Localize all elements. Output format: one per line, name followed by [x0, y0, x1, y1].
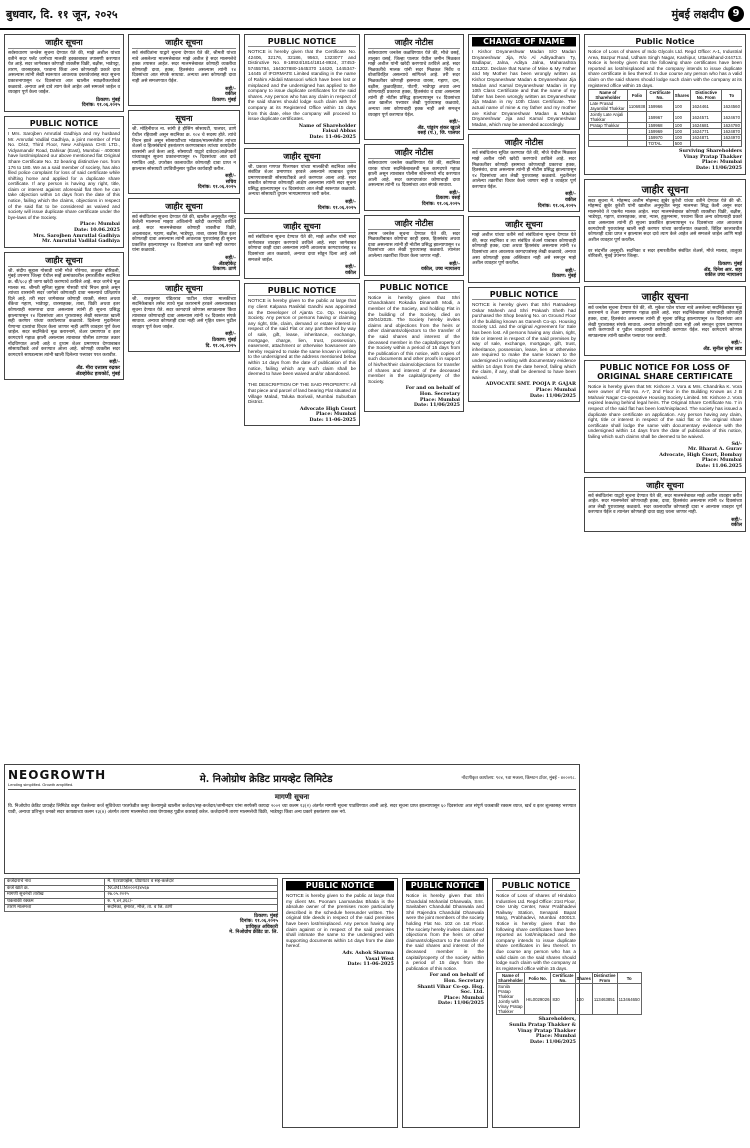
- table-cell: 159966: [647, 101, 674, 112]
- notice-col3-2: [244, 218, 360, 279]
- notice-sign: सही/- वकील: [345, 264, 356, 276]
- notice-title: PUBLIC NOTICE: [248, 37, 356, 47]
- notice-title: जाहीर सूचना: [132, 283, 236, 295]
- table-cell: [691, 141, 722, 147]
- notice-col1-2: [4, 252, 124, 380]
- table-header-cell: To: [617, 973, 641, 984]
- table-cell: [627, 112, 646, 123]
- table-cell: 830: [551, 984, 575, 1015]
- table-cell: 100: [673, 123, 690, 129]
- notice-body: श्री. मोहिनीराज ना. सांगी हे हौसिंग सोसायटी, पालघर, ठाणे येथील रहिवासी असून सदनिका क्र. १०४ चे सदस्य होते. त्यांचे निधन झाले असून सोसायटीच्या भांडवल/मालमत्तेतील त्यांच्या शेअर्स व हितसंबंधाचे हस्तांतरण करण्याबाबत त्यांच्या कायदेशीर वारसांनी अर्ज केला आहे. सोसायटी याद्वारे दावेदार/आक्षेपकर्ते यांच्याकडून सूचना प्रकाशनापासून १५ दिवसांच्या आत दावे मागवित आहे. उपरोक्त कालावधीत कोणताही दावा प्राप्त न झाल्यास सोसायटी उपविधीनुसार पुढील कार्यवाही करील.: [132, 127, 236, 172]
- table-cell: TOTAL: [647, 141, 674, 147]
- table-cell: मे. एंटरप्रायझेस, प्रोप्रायटर व सह-कर्जदार: [105, 879, 278, 886]
- notice-title: जाहीर सूचना: [8, 255, 120, 267]
- page-number: 9: [728, 6, 744, 22]
- notice-title: जाहीर नोटीस: [368, 37, 460, 49]
- table-row: [589, 112, 742, 123]
- table-cell: कर्ज खाते क्र.: [5, 885, 105, 892]
- column-3: [244, 34, 360, 760]
- notice-body: सर्व संबंधितांना सूचित करण्यात येते की, मौजे येथील मिळकत माझे अशील यांनी खरेदी करण्याचे ठरविले आहे. सदर मिळकतीवर कोणाही इसमाचा कोणत्याही प्रकारचा हक्क, हितसंबंध, दावा असल्यास त्यांनी ही नोटीस प्रसिद्ध झाल्यापासून १४ दिवसांच्या आत लेखी पुराव्यासह कळवावे. मुदतीनंतर आलेल्या तक्रारींचा विचार केला जाणार नाही व व्यवहार पूर्ण करण्यात येईल.: [472, 151, 576, 190]
- table-cell: Jointly Late Anjali Thakkar: [589, 112, 628, 123]
- column-5: [468, 34, 580, 760]
- table-cell: 100: [673, 112, 690, 123]
- table-cell: 100: [673, 101, 690, 112]
- table-header-row: [589, 90, 742, 101]
- notice-sign: ठिकाण: मुंबई ॲड. दिनेश आर. शहा वकील उच्च न्यायालय: [703, 261, 742, 279]
- table-cell: 500: [673, 141, 690, 147]
- column-1: [4, 34, 124, 760]
- table-cell: 159967: [647, 112, 674, 123]
- neogrowth-demand-notice: [4, 764, 580, 874]
- notice-col4-0: [364, 34, 464, 140]
- table-header-cell: Shares: [575, 973, 592, 984]
- table-cell: 1624970: [723, 135, 740, 141]
- notice-body: सर्व जनतेस सूचना देण्यात येते की, श्री. मुकेश पटेल यांच्या नावे असलेल्या सदनिकेबाबत मूळ करारनामे व शेअर प्रमाणपत्र गहाळ झाले आहे. सदर सदनिकेबाबत कोणाचाही कोणताही हक्क, दावा, हितसंबंध असल्यास त्यांनी ही सूचना प्रसिद्ध झाल्यापासून १४ दिवसांच्या आत लेखी पुराव्यासह संपर्क साधावा. अन्यथा कोणताही दावा नाही असे समजून दुय्यम प्रमाणपत्र जारी करण्याची व पुढील व्यवहाराची कार्यवाही करण्यात येईल. सदर कागदपत्रे कोणास सापडल्यास त्यांनी खालील पत्त्यावर परत करावी.: [588, 305, 742, 339]
- table-cell: 1624871: [691, 135, 722, 141]
- public-notice-hindalco: PUBLIC NOTICE Notice of Loss of shares of Hindalco Industries Ltd. Regd Office: 21st Floor, One Unity Center, Near Prabhadevi Railway Station, Senapati Bapat Marg, Prabhadevi, Mumbai 400013. Notice is hereby given that the following share certificates have been reported as lost/misplaced and the company intends to issue duplicate share certificates in lieu thereof. In due course any person who has a valid claim on the said shares should lodge such claim with the company at its registered office within 15 days. Name of Shareholder Folio No. Certificate No. Shares Distinctive From To Sunila Pratap Thakkar Jointly with Vinay Pratap Thakker HIL0029026 830 100 113463851 113464650 Shareholders, Sunila Pratap Thakker & Vinay Pratap Thakker Place: Mumbai Date: 11/06/2025: [492, 878, 580, 1128]
- column-2: [128, 34, 240, 760]
- table-cell: [722, 141, 742, 147]
- notice-title: PUBLIC NOTICE: [368, 283, 460, 293]
- header-section: मुंबई लक्षदीप: [671, 7, 724, 21]
- notice-col2-2: [128, 198, 240, 276]
- demand-sign: ठिकाण: मुंबई दिनांक: ११.०६.२०२५ प्राधिकृत अधिकारी मे. निओग्रोथ क्रेडिट प्रा. लि.: [229, 912, 278, 936]
- public-notice-poonam: PUBLIC NOTICE NOTICE is hereby given to the public at large that my client Ms. Poonam Laxmandas Bhatia is the absolute owner of the premises more particularly described in the schedule hereunder written. The original title deeds in respect of the said premises have been lost/misplaced. Any person having any claim against or in respect of the said premises shall intimate the same to the undersigned with supporting documents within 14 days from the date hereof. Adv. Ashok Sharma Vasai West Date: 11-06-2025: [282, 878, 398, 1128]
- notice-col4-2: [364, 215, 464, 276]
- table-cell: Late Prasad Jayantilal Thakkar: [589, 101, 628, 112]
- notice-body: सर्व संबंधितांना याद्वारे सूचना देण्यात येते की, सदर मालमत्तेबाबत माझे अशील व्यवहार करीत आहेत. सदर मालमत्तेवर कोणाचाही हक्क, दावा, हितसंबंध असल्यास त्यांनी १४ दिवसांच्या आत लेखी पुराव्यासह कळवावे. सदर कालावधीत कोणताही दावा न आल्यास व्यवहार पूर्ण करण्यात येईल व त्यानंतर कोणताही दावा ग्राह्य धरला जाणार नाही.: [588, 493, 742, 516]
- table-cell: [589, 141, 628, 147]
- table-cell: 1624681: [691, 123, 722, 129]
- notice-sign: Sd/- Mr. Bharat A. Gurav Advocate, High Court, Bombay Place: Mumbai Date: 11.06.2025: [659, 440, 742, 469]
- notice-title: PUBLIC NOTICE FOR LOSS OF ORIGINAL SHARE CERTIFICATE: [588, 363, 742, 382]
- table-header-row: [497, 973, 642, 984]
- header-date: बुधवार, दि. ११ जून, २०२५: [6, 7, 118, 21]
- table-cell: 1624780: [723, 123, 740, 129]
- notice-body: NOTICE is hereby given to the public at large that my client Kalpana Rasiklal Gandhi was appointed as the Developer of Ajanta Co. Op. Housing Society. Any person or persons having or claiming any right, title, claim, demand or estate interest in respect of the said Flat or any part thereof by way of sale, gift, lease, inheritance, exchange, mortgage, charge, lien, trust, possession, easement, attachment or otherwise howsoever are hereby required to make the same known in writing to the undersigned at the address mentioned below within 14 days from the date of publication of this notice, failing which any such claim shall be deemed to have been waived and/or abandoned. THE DESCRIPTION OF THE SAID PROPERTY: All that piece and parcel of land bearing Flat situated at Village Malad, Taluka Borivali, Mumbai Suburban District.: [248, 298, 356, 405]
- notice-sign: सही/- ॲड. पांडुरंग शंकर खुटले वसई (प.), जि. पालघर: [417, 119, 460, 137]
- table-cell: 113463851: [592, 984, 617, 1015]
- neogrowth-logo: NEOGROWTH: [8, 768, 107, 782]
- demand-details: [4, 878, 278, 936]
- table-header-cell: Distinctive From: [593, 973, 616, 984]
- table-header-cell: Name of Shareholder: [589, 90, 628, 101]
- notice-title: PUBLIC NOTICE: [8, 119, 120, 129]
- table-cell: 159969: [647, 129, 674, 135]
- table-header-cell: Distinctive No. From: [691, 90, 722, 101]
- notice-sign: For and on behalf of Hon. Secretary Place: Mumbai Date: 11/06/2025: [405, 385, 460, 409]
- notice-sign: सही/- ॲड. सुनील सुरेश लाड: [703, 340, 742, 352]
- table-cell: रु. ९,४२,३६८/-: [105, 898, 278, 905]
- notice-sign: Name of Shareholder Faisal Abbas Date: 11-06-2025: [298, 122, 356, 140]
- notice-body: I Mrs. Sarojben Amrutlal Gadhiya and my husband Mr. Amrutlal Vadilal Gadhiya, a joint member of Flat No. D/42, Third Floor, New Ashiyana CHS LTD., Vidyamandir Road, Dahisar (East), Mumbai - 400068 have lost/misplaced our above mentioned flat Original Share Certificate No. 32 bearing distinctive nos. from 176 to 180. We as a said member of society, has also filed police complaint for loss of said certificate while shifting home and applied for a duplicate share certificate. If any person is having any right, title, claim or interest against aforesaid flat then he can take objection within 14 days from the date of this notice, failing which the claims, objections in respect of the said flat to be considered as waived and society will issue duplicate share certificate under the bye-laws of the Society.: [8, 130, 120, 220]
- table-cell: 1624571: [691, 112, 722, 123]
- notice-sign: सही/- ठिकाण: वसई दिनांक: ११.०६.२०२५: [421, 189, 460, 208]
- neogrowth-tagline: Lending simplified. Growth amplified.: [8, 782, 74, 787]
- notice-title: जाहीर नोटीस: [472, 137, 576, 149]
- notice-body: सर्व संबंधितांना सूचना देण्यात येते की, माझे अशील यांनी सदर जागेबाबत व्यवहार करण्याचे ठरविले आहे. सदर जागेबाबत कोणाचा काही दावा असल्यास त्यांनी आवश्यक कागदपत्रांसह १४ दिवसांच्या आत कळवावे, अन्यथा दावा सोडून दिला आहे असे समजले जाईल.: [248, 235, 356, 263]
- table-row: [5, 905, 278, 912]
- notice-col5-2: [468, 216, 580, 283]
- notice-title: PUBLIC NOTICE: [472, 290, 576, 300]
- notice-body: NOTICE is hereby given that the Certificate No. 42406, 32176, 32186, 9563, 1323077 and Distinctive No. 8-18924/1814/1814-8924, 37453-57455784, 164307880-1645370 14420, 1445347-14445 of IFORMATE Limited standing in the name of Rahim Abidali Mansoori which have been lost or misplaced and the undersigned has applied to the company to issue duplicate certificates for the said shares. Any person who has any claim in respect of the said shares should lodge such claim with the company at its Registered Office within 15 days from this date, else the company will proceed to issue duplicate certificates.: [248, 49, 356, 122]
- hindalco-share-table: [496, 972, 642, 1015]
- notice-title: जाहीर सूचना: [248, 221, 356, 233]
- neogrowth-title: मागणी सूचना: [274, 792, 310, 801]
- notice-title: जाहीर सूचना: [8, 37, 120, 49]
- notice-col3-3: [244, 283, 360, 426]
- table-header-cell: Folio No.: [525, 973, 551, 984]
- table-cell: सदनिका, इमारत, मौजे, ता. व जि. ठाणे: [105, 905, 278, 912]
- notice-sign: सही/- वकील दिनांक: ११.०६.२०२५: [537, 191, 576, 209]
- table-header-cell: Certificate No.: [552, 973, 574, 984]
- neogrowth-body: वि. निओग्रोथ क्रेडिट प्रायव्हेट लिमिटेड कडून घेतलेल्या कर्ज सुविधेच्या परतफेडीत कसूर केल्यामुळे खालील कर्जदार/सह-कर्जदार/जामीनदार यांना सरफेसी कायदा २००२ च्या कलम १३(२) अंतर्गत मागणी सूचना पाठविण्यात आली आहे. सदर सूचना प्राप्त झाल्यापासून ६० दिवसांच्या आत संपूर्ण थकबाकी रक्कम व्याज, खर्च व इतर शुल्कासह भरण्यात यावी, अन्यथा प्रतिभूत धनको सदर कायद्याच्या कलम १३(४) अंतर्गत तारण मालमत्तेचा ताबा घेण्यासह पुढील कारवाई करेल. कर्जदारांनी तारण मालमत्तेची विक्री, भाडेपट्टा किंवा अन्य प्रकारे हस्तांतरण करू नये.: [8, 804, 576, 815]
- table-cell: २७.०५.२०२५: [105, 892, 278, 899]
- notice-col6-0: [584, 34, 746, 175]
- notice-body: I Kishor Dnyaneshwar Madan S/O Madan Dnyaneshwar Jija, R/o Al Adityadham Ty, Badlapur, Jalna, Aditya Jalna, Maharashtra 431202. Declare that Name of Mine & My Father and My Mother has been wrongly written as Kishor Dnyaneshwar Madan & Dnyaneshwar Jija Madan and Kamal Dnyaneshwar Madan in my 10th Class Certificate and that the name of my father has been wrongly written as Dnyaneshwar Jija Madan in my 10th Class Certificate. The actual name of mine & my father and my mother are Kishor Dnyaneshwar Madan & Madan Dnyaneshwar Jija and Kamal Dnyaneshwar Madan, which may be amended accordingly.: [472, 49, 576, 127]
- table-cell: 100: [673, 135, 690, 141]
- table-header-cell: To: [722, 90, 742, 101]
- notice-title: Public Notice: [588, 37, 742, 47]
- page-header: [0, 0, 750, 30]
- notice-body: सर्व संबंधितांना सूचना देण्यात येते की, खालील अनुसूचीत नमूद केलेली मालमत्ता माझ्या अशिलांनी खरेदी करण्याचे ठरविले आहे. सदर मालमत्तेबाबत कोणाही व्यक्तीचा विक्री, अदलाबदल, गहाण, बक्षीस, भाडेपट्टा, ताबा, वारसा किंवा इतर कोणताही दावा असल्यास त्यांनी आवश्यक पुराव्यांसह ही सूचना प्रकाशित झाल्यापासून १४ दिवसांच्या आत खाली सही करणार यांना कळवावे.: [132, 214, 236, 254]
- notice-sign: सही/- वकील: [731, 516, 742, 529]
- notice-body: श्री. संदीप सुहास गोसावी यांनी मौजे गोरेगाव, तालुका बोरिवली, मुंबई उपनगर जिल्हा येथील सर्व्हे क्रमांकावरील इमारतीतील सदनिका क्र. बी/६०३ ही जागा खरेदी करण्याचे ठरविले आहे. सदर जागेचे मूळ मालक स्व. श्रीमती सुनिता सुहास गोसावी यांचे निधन झाले असून त्यांच्या वारसांनी सदर जागेवर कोणताही दावा नसल्याचे प्रतिज्ञापत्र दिले आहे. तरी सदर जागेबाबत कोणाही व्यक्ती, संस्था अथवा बँकेचा गहाण, भाडेपट्टा, वारसाहक्क, ताबा, विक्री अथवा इतर कोणत्याही स्वरुपाचा दावा असल्यास त्यांनी ही सूचना प्रसिद्ध झाल्यापासून १४ दिवसांच्या आत पुराव्यासह लेखी स्वरूपात खाली सही करणार यांच्या कार्यालयात कळवावे. दिलेल्या मुदतीनंतर येणाऱ्या दाव्यांचा विचार केला जाणार नाही आणि व्यवहार पूर्ण केला जाईल. सदर सदनिकेचे मूळ करारनामे, शेअर प्रमाणपत्र व इतर कागदपत्रे गहाळ झाली असल्यास त्याबाबत पोलीस ठाण्यात तक्रार नोंदविण्यात आली आहे व दुय्यम शेअर प्रमाणपत्र देण्याबाबत सोसायटीकडे अर्ज करण्यात आला आहे. कोणाही व्यक्तीस सदर कागदपत्रे सापडल्यास त्यांनी खाली दिलेल्या पत्त्यावर परत करावीत.: [8, 268, 120, 358]
- share-table: [588, 89, 742, 147]
- notice-col5-0: [468, 34, 580, 130]
- table-row: [589, 141, 742, 147]
- table-cell: HIL0029026: [525, 984, 551, 1015]
- notice-sign: सही/- वकील ठिकाण: मुंबई: [212, 85, 236, 103]
- notice-sign: Place: Mumbai Date: 10.06.2025 Mrs. Sarojben Amrutlal Gadhiya Mr. Amrutlal Vadilal Gadhiya: [33, 221, 120, 245]
- table-cell: मागणी सूचनेची तारीख: [5, 892, 105, 899]
- notice-title: जाहीर सूचना: [588, 182, 742, 197]
- neogrowth-company: मे. निओग्रोथ क्रेडिट प्रायव्हेट लिमिटेड: [199, 773, 333, 785]
- notice-title: CHANGE OF NAME: [472, 37, 576, 47]
- table-cell: NGMUM०००२३४५६७: [105, 885, 278, 892]
- table-cell: [627, 141, 646, 147]
- notice-body: तमाम जनतेस सूचना देण्यात येते की, सदर मिळकतीबाबत कोणाचा काही हक्क, हितसंबंध अथवा दावा असल्यास त्यांनी ही नोटीस प्रसिद्ध झाल्यापासून १४ दिवसांच्या आत लेखी पुराव्यासह कळवावे. त्यानंतर आलेल्या तक्रारींचा विचार केला जाणार नाही.: [368, 231, 460, 260]
- table-header-cell: Name of Shareholder: [498, 973, 524, 984]
- notice-body: सर्व संबंधितांना याद्वारे सूचना देण्यात येते की, श्रीमती यांच्या नावे असलेल्या मालमत्तेबाबत माझे अशील हे सदर मालमत्तेचे हक्क तपासत आहेत. सदर मालमत्तेबाबत कोणाही व्यक्तीचा कोणताही दावा, हक्क, हितसंबंध असल्यास त्यांनी १४ दिवसांच्या आत संपर्क साधावा. अन्यथा असा कोणताही दावा नाही असे समजण्यात येईल.: [132, 51, 236, 84]
- notice-sign: सही/- ठिकाण: मुंबई: [552, 267, 576, 280]
- table-cell: कर्जदाराचे नाव: [5, 879, 105, 886]
- notice-title: जाहीर सूचना: [588, 289, 742, 304]
- column-4: [364, 34, 464, 760]
- notice-col5-3: [468, 287, 580, 402]
- notice-title: जाहीर नोटीस: [368, 147, 460, 159]
- notice-sign: सही/- ॲड. मीरा दत्तात्रय रुद्रकर ॲडव्होकेट हायकोर्ट, मुंबई: [75, 359, 120, 377]
- demand-table: [4, 878, 278, 912]
- notice-sign: Surviving Shareholders Vinay Pratap Thakker Place: Mumbai Date: 11/06/2025: [679, 148, 742, 171]
- notice-body: श्री. राजकुमार पंडितराव पाटील यांच्या मालकीच्या सदनिकेबाबत तसेच त्याचे मूळ करारनामे हरवले असल्याबाबत सूचना देण्यात येते. सदर कागदपत्रे कोणास सापडल्यास किंवा त्याबाबत कोणाचाही दावा असल्यास त्यांनी १४ दिवसांत संपर्क साधावा. अन्यथा कोणताही दावा नाही असे गृहित धरून पुढील व्यवहार पूर्ण केला जाईल.: [132, 296, 236, 330]
- notice-body: सदर सूचना मे. मोहम्मद अजीम मोहम्मद झुबेर कुरेशी यांच्या वतीने देण्यात येते की श्री. मोहम्मद झुबेर कुरेशी यांनी खालील अनुसूचीत नमूद मालमत्ता सिद्ध केली असून सदर मालमत्तेचे ते एकमेव मालक आहेत. सदर मालमत्तेबाबत कोणाही व्यक्तीचा विक्री, बक्षीस, भाडेपट्टा, गहाण, वारसाहक्क, ताबा, न्यास, हुकूमनामा, परवाना किंवा अन्य कोणत्याही प्रकारे दावा असल्यास त्यांनी ही सूचना प्रकाशित झाल्यापासून १४ दिवसांच्या आत आवश्यक कागदोपत्री पुराव्यांसह खाली सही करणार यांच्या कार्यालयात कळवावे. विहित कालावधीत कोणताही दावा प्राप्त न झाल्यास सदर दावे त्याग केले आहेत असे समजले जाईल आणि माझे अशील व्यवहार पूर्ण करतील. वर संदर्भीत अनुसूची: सदनिका व सदर इमारतीतील संबंधित शेअर्स, मौजे मालाड, तालुका बोरिवली, मुंबई उपनगर जिल्हा.: [588, 198, 742, 260]
- table-cell: 1624670: [722, 112, 742, 123]
- table-cell: 159968: [647, 123, 674, 129]
- notice-sign: सही/- सचिव दिनांक: ११.०६.२०२५: [197, 173, 236, 191]
- notice-title: जाहीर नोटीस: [368, 218, 460, 230]
- notice-col3-0: [244, 34, 360, 144]
- public-notice-dhanwala: PUBLIC NOTICE Notice is hereby given that Shri Chandulal Mohanlal Dhanwala, Smt. Savitaben Chandulal Dhanwala and Shri Rajendra Chandulal Dhanwala were the joint members of the society holding Flat No. 102 on 1st Floor. The society hereby invites claims and objections from the heirs or other claimants/objectors to the transfer of the said shares and interest of the deceased member in the capital/property of the society within a period of 15 days from the publication of this notice. For and on behalf of Hon. Secretary Shanti Vihar Co-op. Hsg. Soc. Ltd. Place: Mumbai Date: 11/06/2025: [402, 878, 488, 1128]
- table-header-cell: Certificate No.: [647, 90, 674, 101]
- notice-body: NOTICE is hereby given that Shri Ratnadeep Oskar Mahesh and Shri Prakash Sheth had purchased the Shop bearing No. on Ground Floor of the building known as Ganesh Co-op. Housing Society Ltd. and the original Agreement for Sale has been lost. All persons having any claim, right, title or interest in respect of the said premises by way of sale, exchange, mortgage, gift, trust, inheritance, possession, lease, lien or otherwise are required to make the same known to the undersigned in writing with documentary evidence within 14 days from the date hereof, failing which the claim, if any, shall be deemed to have been waived.: [472, 302, 576, 380]
- neogrowth-address: नोंदणीकृत कार्यालय: ९०४, ९वा मजला, किंग्स्टन टॉवर, मुंबई - ४०००१८.: [461, 774, 576, 780]
- notice-body: सर्वसाधारण जनतेस कळविण्यात येते की, मौजे वसई, तालुका वसई, जिल्हा पालघर येथील जमीन मिळकत माझे अशील यांनी खरेदी करण्याचे ठरविले आहे. सदर मिळकतीचे मालक यांनी सदर मिळकत निर्वेध व बोजाविरहित असल्याचे सांगितले आहे. तरी सदर मिळकतीवर कोणाही इसमाचा वारसा, गहाण, दान, बक्षीस, कुळवहिवाट, पोटगी, भाडेपट्टा अथवा अन्य कोणत्याही प्रकारचा हक्क, हितसंबंध व दावा असल्यास त्यांनी ही नोटीस प्रसिद्ध झाल्यापासून १४ दिवसांच्या आत खालील पत्त्यावर लेखी पुराव्यासह कळवावे, अन्यथा तसा कोणाचाही हक्क नाही असे समजून व्यवहार पूर्ण करण्यात येईल.: [368, 51, 460, 118]
- notice-col6-3: [584, 360, 746, 473]
- notice-col6-2: [584, 286, 746, 356]
- table-cell: 159970: [647, 135, 674, 141]
- notice-col1-0: [4, 34, 124, 112]
- notice-title: जाहीर सूचना: [588, 480, 742, 492]
- notice-title: PUBLIC NOTICE: [248, 286, 356, 296]
- table-cell: 1624870: [723, 129, 740, 135]
- notice-col4-3: [364, 280, 464, 412]
- notice-col3-1: [244, 148, 360, 215]
- table-cell: Pratap Thakkar: [589, 123, 628, 129]
- table-cell: 113464650: [617, 984, 641, 1015]
- table-row: [497, 984, 642, 1015]
- table-cell: तारण मालमत्ता: [5, 905, 105, 912]
- notice-sign: सही/- ॲडव्होकेट ठिकाण: ठाणे: [212, 255, 236, 273]
- notice-sign: ADVOCATE SMT. POOJA P. GAJAR Place: Mumbai Date: 11/06/2025: [485, 381, 576, 399]
- notice-sign: Advocate High Court Place: Mumbai Date: 11-06-2025: [299, 405, 356, 423]
- notice-body: Notice is hereby given that Mr. Kishore J. Vora & Mrs. Chandrika K. Vora were owner of Flat No. A-7, 2nd Floor in the Building Known as J B Mahavir Nagar Co-operative Housing Society Limited. Mr. Kishore J. Vora expired leaving behind legal heirs. The Original Share Certificate No. 7 in respect of the said flat has been lost/misplaced. The society has issued a duplicate share certificate on application. Any person having any claim, right, title or interest in respect of the said flat or the original share certificate shall lodge the same with documentary evidence with the undersigned within 14 days from the date of publication of this notice, failing which such claims shall be deemed to be waived.: [588, 383, 742, 439]
- notice-col6-1: [584, 179, 746, 282]
- notice-sign: सही/- वकील, उच्च न्यायालय: [421, 260, 460, 273]
- notice-title: जाहीर सूचना: [132, 201, 236, 213]
- table-cell: 1624560: [722, 101, 742, 112]
- table-header-cell: Shares: [673, 90, 690, 101]
- notice-title: सूचना: [132, 113, 236, 125]
- notice-title: जाहीर सूचना: [132, 37, 236, 49]
- table-cell: Sunila Pratap Thakkar Jointly with Vinay Pratap Thakker: [497, 984, 525, 1015]
- table-header-cell: Folio: [627, 90, 646, 101]
- notice-col1-1: [4, 116, 124, 248]
- table-cell: थकबाकी रक्कम: [5, 898, 105, 905]
- table-cell: 100: [575, 984, 592, 1015]
- notice-body: श्री. प्रकाश गणपत पिलणकर यांच्या मालकीची सदनिका तसेच संबंधित शेअर प्रमाणपत्र हरवले असल्याने त्याबाबत दुय्यम प्रमाणपत्रासाठी सोसायटीकडे अर्ज करण्यात आला आहे. सदर बाबतीत कोणाचा कोणताही आक्षेप असल्यास त्यांनी सदर सूचना प्रसिद्ध झाल्यापासून १४ दिवसांच्या आत लेखी स्वरूपात कळवावे. अन्यथा सोसायटी दुय्यम भागप्रमाणपत्र जारी करेल.: [248, 164, 356, 198]
- notice-col2-3: [128, 280, 240, 352]
- notice-col4-1: [364, 144, 464, 211]
- notice-sign: ठिकाण: मुंबई दिनांक: ११.०६.२०२५: [81, 96, 120, 109]
- notice-col6-4: [584, 477, 746, 533]
- table-cell: 100: [673, 129, 690, 135]
- notice-sign: सही/- दिनांक: ११.०६.२०२५: [317, 199, 356, 211]
- table-cell: 1624461: [691, 101, 722, 112]
- notice-col5-1: [468, 134, 580, 212]
- notice-body: Notice is hereby given that Shri Chandrakant Rokadia Dinanath Modi, a member of the Society, and holding Flat in the building of the Society, died on 20/04/2025. The Society hereby invites claims and objections from the heirs or other claimants/objectors to the transfer of the said shares and interest of the deceased member in the capital/property of the Society within a period of 15 days from the publication of this notice, with copies of such documents and other proofs in support of his/her/their claims/objections for transfer of shares and interest of the deceased member in the capital/property of the Society.: [368, 294, 460, 384]
- notice-title: जाहीर सूचना: [472, 219, 576, 231]
- notice-sign: सही/- ठिकाण: मुंबई दि. ११.०६.२०२५: [205, 331, 236, 349]
- notice-body: सर्वसाधारण जनतेस कळविण्यात येते की, सदनिका धारक यांच्या सदनिकेबाबतची मूळ कागदपत्रे गहाळ झाली असून त्याबाबत पोलीस स्टेशनमध्ये नोंद करण्यात आली आहे. सदर कागदपत्रांवर कोणाचाही दावा असल्यास त्यांनी १४ दिवसांच्या आत संपर्क साधावा.: [368, 160, 460, 189]
- notice-body: माझे अशील यांच्या वतीने सर्व संबंधितांना सूचना देण्यात येते की, सदर सदनिका व त्या संबंधित शेअर्स याबाबत कोणाचाही कोणताही हक्क, दावा अथवा हितसंबंध असल्यास त्यांनी १४ दिवसांच्या आत आवश्यक कागदपत्रांसह लेखी कळवावे, अन्यथा असा कोणताही हक्क अस्तित्वात नाही असे समजून माझे अशील व्यवहार पूर्ण करतील.: [472, 233, 576, 267]
- notice-body: सर्वसाधारण जनतेस सूचना देण्यात येते की, माझे अशील यांच्या वतीने सदर फ्लॅट जागेच्या मालकी हक्काबाबत तपासणी करण्यात येत आहे. सदर जागेबाबत कोणाही व्यक्तीस विक्री, बक्षीस, भाडेपट्टा, तारण, वारसाहक्क, परवाना किंवा अन्य कोणत्याही प्रकारे दावा असल्यास त्यांनी लेखी स्वरूपात आवश्यक दस्तावेजांसह सदर सूचना प्रकाशनापासून १४ दिवसांच्या आत खालील स्वाक्षरीकर्त्याकडे कळवावे. अन्यथा असे दावे त्याग केले आहेत असे समजले जाईल व व्यवहार पूर्ण केला जाईल.: [8, 51, 120, 96]
- table-cell: 1106938: [627, 101, 646, 112]
- table-cell: 1624771: [691, 129, 722, 135]
- notice-col2-1: [128, 110, 240, 194]
- table-row: [589, 101, 742, 112]
- notice-col2-0: [128, 34, 240, 106]
- notice-body: Notice of Loss of shares of Indo Glycols Ltd. Regd Office: A-1, Industrial Area, Bazpur Road, Udham Singh Nagar, Kashipur, Uttarakhand-244713. Notice is hereby given that the following share certificates have been reported as lost/misplaced and the company intends to issue duplicate share certificate in lieu thereof. In due course any person who has a valid claim on the said shares should lodge such claim with the company at its registered office within 15 days.: [588, 49, 742, 88]
- notice-title: जाहीर सूचना: [248, 151, 356, 163]
